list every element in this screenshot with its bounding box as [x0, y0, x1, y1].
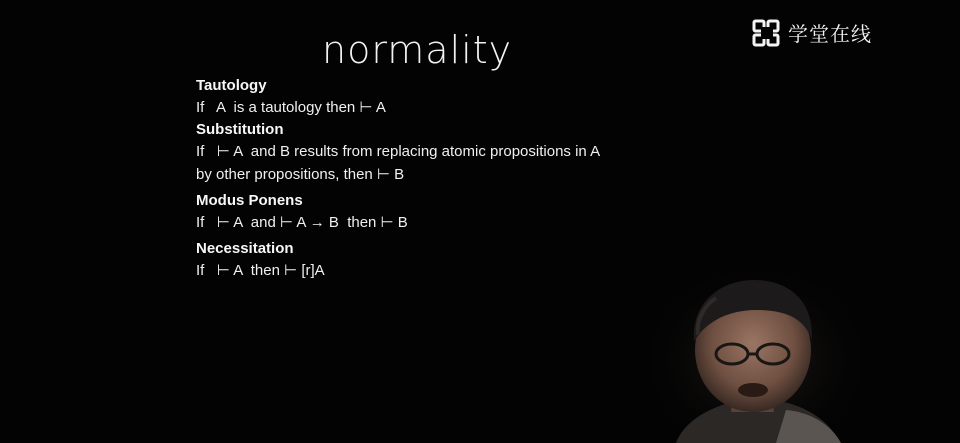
rule-modus-ponens: [196, 191, 716, 234]
rule-name: Substitution: [196, 121, 284, 138]
rule-name: Modus Ponens: [196, 192, 303, 209]
rule-line: If ⊢ A and ⊢ A → B then ⊢ B: [196, 214, 408, 231]
rule-line: by other propositions, then ⊢ B: [196, 166, 405, 183]
rule-line: If ⊢ A and B results from replacing atomic propositions in A: [196, 143, 601, 160]
rule-substitution: [196, 120, 716, 186]
xuetangx-logo-icon: [752, 19, 782, 47]
watermark: [752, 18, 872, 47]
speaker-webcam-icon: [636, 240, 960, 443]
rule-name: Necessitation: [196, 240, 294, 257]
speaker-video: [636, 240, 960, 443]
rule-tautology: [196, 76, 716, 119]
rule-name: Tautology: [196, 77, 267, 94]
rule-line: If A is a tautology then ⊢ A: [196, 99, 386, 116]
rule-line: If ⊢ A then ⊢ [r]A: [196, 262, 325, 279]
watermark-text: 学堂在线: [788, 22, 872, 46]
slide-title: normality: [322, 28, 513, 72]
